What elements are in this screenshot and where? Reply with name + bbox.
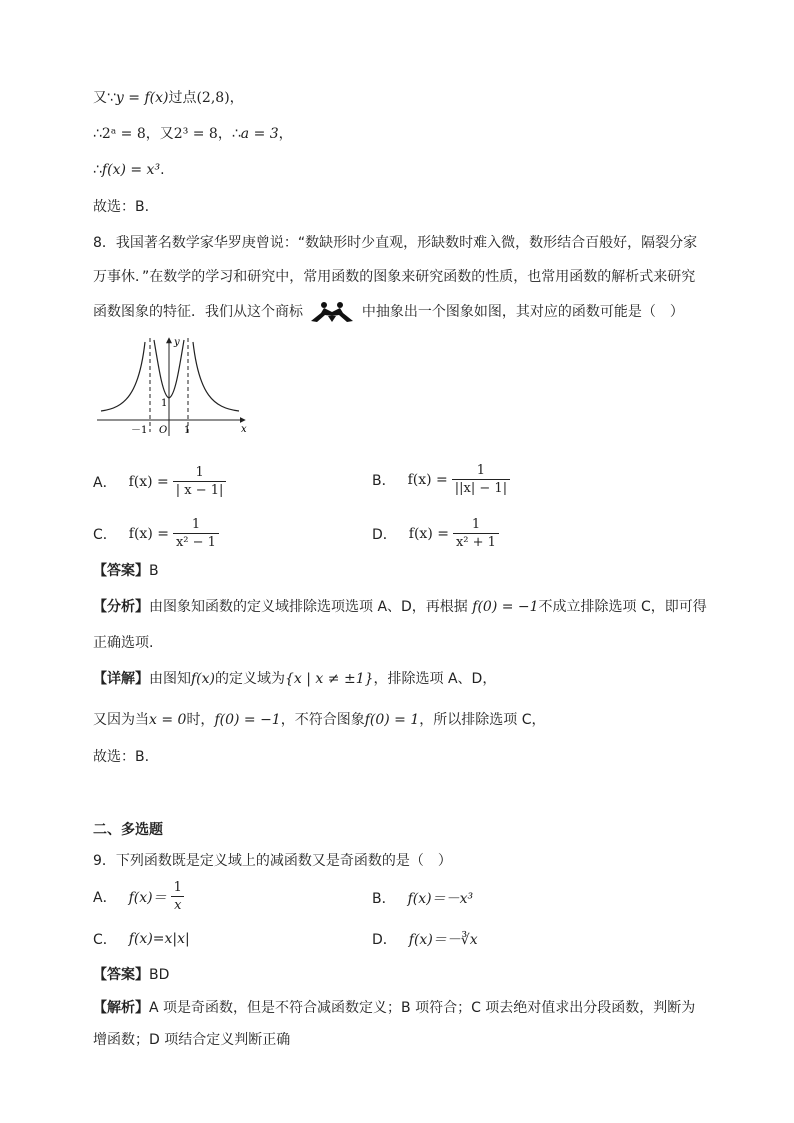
q8-stem-line3: 函数图象的特征．我们从这个商标 中抽象出一个图象如图，其对应的函数可能是（ ）: [93, 301, 684, 323]
q8-answer: 【答案】B: [93, 563, 159, 579]
origin-label: O: [159, 425, 168, 436]
curve-left-outer: [101, 342, 145, 411]
y-tick-one: 1: [161, 398, 168, 409]
q9-option-a[interactable]: A． f(x)＝ $\frac{1}{x}$: [93, 880, 185, 914]
section-title-multiple-choice: 二、多选题: [93, 822, 163, 838]
q9-analysis-line1: 【解析】A 项是奇函数，但是不符合减函数定义；B 项符合；C 项去绝对值求出分段函数，判断为: [93, 1000, 696, 1016]
x-axis-label: x: [241, 424, 247, 435]
curve-right-outer: [193, 342, 239, 411]
solution-line-point: 又∵y = f(x)过点(2,8)，: [93, 90, 244, 106]
q8-option-b[interactable]: B． f(x) = $\frac{1}{||x| - 1|}$: [372, 463, 510, 497]
function-graph: [93, 332, 253, 438]
solution-choice: 故选：B.: [93, 199, 150, 215]
y-axis-label: y: [174, 337, 180, 348]
q9-stem: 9．下列函数既是定义域上的减函数又是奇函数的是（ ）: [93, 853, 452, 869]
q8-option-c[interactable]: C． f(x) = $\frac{1}{\text{x² − 1}}$: [93, 517, 219, 551]
x-tick-minus-one: －1: [131, 425, 148, 436]
q8-option-d[interactable]: D． f(x) = $\frac{1}{\text{x² + 1}}$: [372, 517, 499, 551]
q9-option-d[interactable]: D． f(x)＝－∛x: [372, 932, 478, 948]
q8-detail-line1: 【详解】由图知f(x)的定义域为{x | x ≠ ±1}，排除选项 A、D，: [93, 671, 497, 687]
solution-line-exponent: ∴2ᵃ = 8，又2³ = 8，∴a = 3，: [93, 126, 293, 142]
q9-answer: 【答案】BD: [93, 967, 170, 983]
q9-option-b[interactable]: B． f(x)＝－x³: [372, 891, 474, 907]
solution-line-result: ∴f(x) = x³.: [93, 162, 165, 178]
q9-analysis-line2: 增函数；D 项结合定义判断正确: [93, 1032, 291, 1048]
q9-option-c[interactable]: C． f(x)=x|x|: [93, 931, 190, 948]
q8-option-a[interactable]: A． f(x) = $\frac{1}{| x - 1|}$: [93, 465, 226, 499]
q8-detail-line3: 故选：B.: [93, 749, 150, 765]
x-tick-one: 1: [184, 425, 191, 436]
q8-analysis-line2: 正确选项.: [93, 635, 154, 651]
q8-detail-line2: 又因为当x = 0时，f(0) = −1，不符合图象f(0) = 1，所以排除选项 C，: [93, 712, 546, 728]
q8-analysis-line1: 【分析】由图象知函数的定义域排除选项选项 A、D，再根据 f(0) = −1不成立排除选项 C，即可得: [93, 599, 707, 615]
q8-stem-line1: 8．我国著名数学家华罗庚曾说：“数缺形时少直观，形缺数时难入微，数形结合百般好，隔裂分家: [93, 235, 698, 251]
q8-stem-line2: 万事休．”在数学的学习和研究中，常用函数的图象来研究函数的性质，也常用函数的解析式来研究: [93, 269, 696, 285]
kappa-logo-icon: [309, 301, 355, 323]
